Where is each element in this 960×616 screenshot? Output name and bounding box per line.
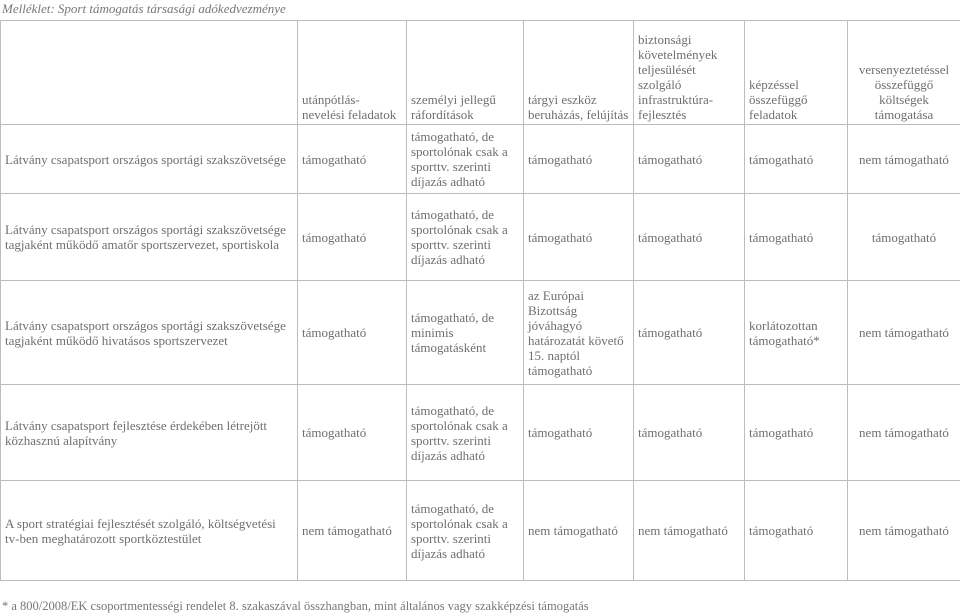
value-cell: támogatható — [745, 125, 848, 194]
header-cell-investment: tárgyi eszköz beruházás, felújítás — [524, 21, 634, 125]
value-cell: támogatható — [298, 125, 407, 194]
value-cell: támogatható — [745, 385, 848, 481]
value-cell: támogatható — [634, 194, 745, 281]
value-cell: támogatható — [745, 194, 848, 281]
table-row — [1, 194, 960, 281]
value-cell: nem támogatható — [848, 481, 960, 581]
value-cell: támogatható — [634, 125, 745, 194]
value-cell: korlátozottan támogatható* — [745, 281, 848, 385]
org-cell: Látvány csapatsport országos sportági szakszövetsége tagjaként működő amatőr sportszervezet, sportiskola — [1, 194, 298, 281]
table-row — [1, 125, 960, 194]
footnote: * a 800/2008/EK csoportmentességi rendelet 8. szakaszával összhangban, mint általános vagy szakképzési támogatás — [2, 599, 589, 613]
value-cell: nem támogatható — [634, 481, 745, 581]
org-cell: Látvány csapatsport fejlesztése érdekében létrejött közhasznú alapítvány — [1, 385, 298, 481]
value-cell: támogatható — [634, 281, 745, 385]
table-row — [1, 385, 960, 481]
value-cell: támogatható — [298, 194, 407, 281]
support-table — [0, 20, 960, 581]
header-cell-competition: versenyeztetéssel összefüggő költségek támogatása — [848, 21, 960, 125]
value-cell: támogatható, de minimis támogatásként — [407, 281, 524, 385]
value-cell: támogatható, de sportolónak csak a sporttv. szerinti díjazás adható — [407, 385, 524, 481]
value-cell: támogatható — [848, 194, 960, 281]
value-cell: nem támogatható — [848, 281, 960, 385]
page-title: Melléklet: Sport támogatás társasági adókedvezménye — [2, 1, 286, 16]
value-cell: támogatható — [298, 281, 407, 385]
value-cell: támogatható — [634, 385, 745, 481]
value-cell: nem támogatható — [848, 385, 960, 481]
value-cell: nem támogatható — [298, 481, 407, 581]
org-cell: Látvány csapatsport országos sportági szakszövetsége tagjaként működő hivatásos sportszervezet — [1, 281, 298, 385]
org-cell: A sport stratégiai fejlesztését szolgáló, költségvetési tv-ben meghatározott sportköztestület — [1, 481, 298, 581]
header-row — [1, 21, 960, 125]
value-cell: támogatható — [298, 385, 407, 481]
value-cell: támogatható, de sportolónak csak a sporttv. szerinti díjazás adható — [407, 194, 524, 281]
value-cell: az Európai Bizottság jóváhagyó határozatát követő 15. naptól támogatható — [524, 281, 634, 385]
value-cell: támogatható, de sportolónak csak a sporttv. szerinti díjazás adható — [407, 125, 524, 194]
header-cell-safety: biztonsági követelmények teljesülését szolgáló infrastruktúra-fejlesztés — [634, 21, 745, 125]
value-cell: nem támogatható — [848, 125, 960, 194]
value-cell: támogatható — [524, 194, 634, 281]
value-cell: támogatható — [524, 385, 634, 481]
org-cell: Látvány csapatsport országos sportági szakszövetsége — [1, 125, 298, 194]
table-row — [1, 481, 960, 581]
value-cell: támogatható — [524, 125, 634, 194]
table-row — [1, 281, 960, 385]
header-cell-empty — [1, 21, 298, 125]
header-cell-youth: utánpótlás-nevelési feladatok — [298, 21, 407, 125]
value-cell: támogatható — [745, 481, 848, 581]
header-cell-personnel: személyi jellegű ráfordítások — [407, 21, 524, 125]
header-cell-training: képzéssel összefüggő feladatok — [745, 21, 848, 125]
value-cell: nem támogatható — [524, 481, 634, 581]
value-cell: támogatható, de sportolónak csak a sporttv. szerinti díjazás adható — [407, 481, 524, 581]
